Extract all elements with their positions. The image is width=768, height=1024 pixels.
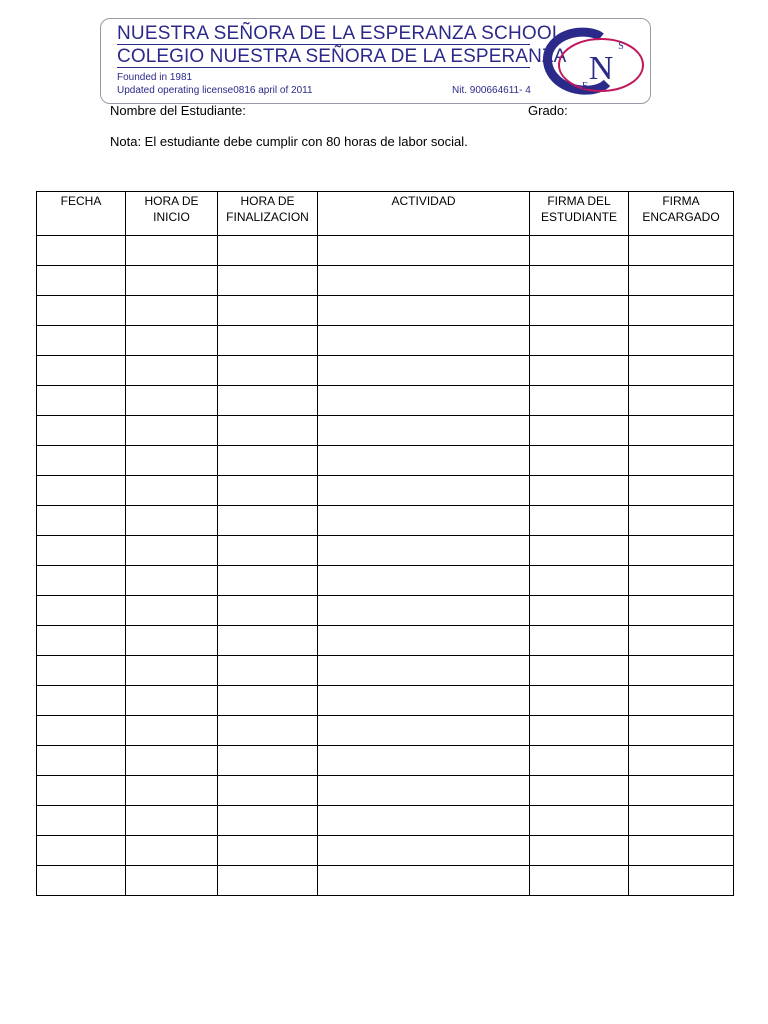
table-row xyxy=(37,536,734,566)
table-cell[interactable] xyxy=(126,866,218,896)
table-cell[interactable] xyxy=(218,686,318,716)
table-row xyxy=(37,476,734,506)
table-row xyxy=(37,656,734,686)
table-cell[interactable] xyxy=(126,296,218,326)
table-cell[interactable] xyxy=(530,746,629,776)
table-cell[interactable] xyxy=(37,596,126,626)
table-cell[interactable] xyxy=(218,416,318,446)
table-cell[interactable] xyxy=(218,746,318,776)
table-cell[interactable] xyxy=(37,386,126,416)
table-row xyxy=(37,866,734,896)
note-text: Nota: El estudiante debe cumplir con 80 horas de labor social. xyxy=(110,134,468,149)
table-cell[interactable] xyxy=(37,266,126,296)
table-cell[interactable] xyxy=(318,866,530,896)
header-firma-encargado: FIRMA ENCARGADO xyxy=(629,192,734,236)
table-cell[interactable] xyxy=(126,566,218,596)
table-cell[interactable] xyxy=(126,596,218,626)
table-cell[interactable] xyxy=(530,716,629,746)
table-header-row xyxy=(37,192,734,236)
table-cell[interactable] xyxy=(126,236,218,266)
table-cell[interactable] xyxy=(37,686,126,716)
table-row xyxy=(37,506,734,536)
table-cell[interactable] xyxy=(629,236,734,266)
table-cell[interactable] xyxy=(318,416,530,446)
table-cell[interactable] xyxy=(318,656,530,686)
table-cell[interactable] xyxy=(318,266,530,296)
table-cell[interactable] xyxy=(218,596,318,626)
school-name-english: NUESTRA SEÑORA DE LA ESPERANZA SCHOOL xyxy=(117,23,563,44)
table-cell[interactable] xyxy=(629,656,734,686)
table-cell[interactable] xyxy=(37,626,126,656)
table-cell[interactable] xyxy=(629,356,734,386)
table-cell[interactable] xyxy=(629,836,734,866)
table-cell[interactable] xyxy=(126,416,218,446)
table-cell[interactable] xyxy=(126,386,218,416)
table-cell[interactable] xyxy=(126,476,218,506)
table-cell[interactable] xyxy=(126,506,218,536)
table-row xyxy=(37,716,734,746)
table-cell[interactable] xyxy=(530,356,629,386)
table-cell[interactable] xyxy=(218,506,318,536)
table-cell[interactable] xyxy=(629,266,734,296)
table-cell[interactable] xyxy=(126,446,218,476)
table-cell[interactable] xyxy=(218,716,318,746)
table-cell[interactable] xyxy=(126,356,218,386)
table-cell[interactable] xyxy=(218,326,318,356)
school-header-banner xyxy=(100,18,651,104)
table-cell[interactable] xyxy=(629,626,734,656)
table-cell[interactable] xyxy=(530,566,629,596)
table-cell[interactable] xyxy=(629,866,734,896)
table-cell[interactable] xyxy=(629,326,734,356)
table-cell[interactable] xyxy=(629,716,734,746)
table-cell[interactable] xyxy=(530,536,629,566)
service-hours-table xyxy=(36,191,734,896)
table-row xyxy=(37,626,734,656)
table-row xyxy=(37,686,734,716)
table-cell[interactable] xyxy=(318,506,530,536)
table-cell[interactable] xyxy=(37,716,126,746)
table-cell[interactable] xyxy=(37,356,126,386)
table-cell[interactable] xyxy=(530,626,629,656)
table-cell[interactable] xyxy=(126,806,218,836)
header-firma-estudiante: FIRMA DEL ESTUDIANTE xyxy=(530,192,629,236)
table-cell[interactable] xyxy=(218,476,318,506)
table-cell[interactable] xyxy=(629,296,734,326)
table-cell[interactable] xyxy=(629,746,734,776)
table-cell[interactable] xyxy=(318,566,530,596)
table-cell[interactable] xyxy=(318,446,530,476)
nit-text: Nit. 900664611- 4 xyxy=(452,85,531,96)
table-cell[interactable] xyxy=(530,386,629,416)
table-cell[interactable] xyxy=(530,446,629,476)
logo-letter-n: N xyxy=(588,50,614,87)
logo-letter-e: E xyxy=(581,81,589,92)
table-cell[interactable] xyxy=(37,836,126,866)
table-cell[interactable] xyxy=(218,236,318,266)
table-cell[interactable] xyxy=(126,326,218,356)
table-cell[interactable] xyxy=(126,776,218,806)
student-name-label: Nombre del Estudiante: xyxy=(110,103,246,118)
table-cell[interactable] xyxy=(318,716,530,746)
header-underline-2 xyxy=(117,67,530,68)
table-cell[interactable] xyxy=(629,806,734,836)
table-cell[interactable] xyxy=(126,266,218,296)
header-underline-1 xyxy=(117,44,530,45)
table-cell[interactable] xyxy=(218,566,318,596)
table-row xyxy=(37,596,734,626)
table-cell[interactable] xyxy=(37,476,126,506)
table-cell[interactable] xyxy=(530,656,629,686)
table-cell[interactable] xyxy=(37,866,126,896)
table-cell[interactable] xyxy=(530,596,629,626)
table-cell[interactable] xyxy=(629,446,734,476)
table-cell[interactable] xyxy=(318,356,530,386)
table-cell[interactable] xyxy=(318,836,530,866)
table-cell[interactable] xyxy=(530,296,629,326)
table-cell[interactable] xyxy=(126,716,218,746)
table-cell[interactable] xyxy=(218,296,318,326)
table-row xyxy=(37,836,734,866)
table-cell[interactable] xyxy=(318,686,530,716)
table-cell[interactable] xyxy=(218,776,318,806)
founded-text: Founded in 1981 xyxy=(117,72,193,83)
table-cell[interactable] xyxy=(218,806,318,836)
table-row xyxy=(37,416,734,446)
table-cell[interactable] xyxy=(37,776,126,806)
table-cell[interactable] xyxy=(318,476,530,506)
table-row xyxy=(37,806,734,836)
table-cell[interactable] xyxy=(37,446,126,476)
table-cell[interactable] xyxy=(629,596,734,626)
table-cell[interactable] xyxy=(530,326,629,356)
table-cell[interactable] xyxy=(629,416,734,446)
table-cell[interactable] xyxy=(37,746,126,776)
table-cell[interactable] xyxy=(530,686,629,716)
table-cell[interactable] xyxy=(530,866,629,896)
table-cell[interactable] xyxy=(37,506,126,536)
table-cell[interactable] xyxy=(218,626,318,656)
table-row xyxy=(37,386,734,416)
table-cell[interactable] xyxy=(318,536,530,566)
table-cell[interactable] xyxy=(126,836,218,866)
grade-label: Grado: xyxy=(528,103,568,118)
table-cell[interactable] xyxy=(318,386,530,416)
table-cell[interactable] xyxy=(629,506,734,536)
table-cell[interactable] xyxy=(37,806,126,836)
table-cell[interactable] xyxy=(318,746,530,776)
table-cell[interactable] xyxy=(218,656,318,686)
table-cell[interactable] xyxy=(37,536,126,566)
logo-letter-s: S xyxy=(618,41,624,52)
table-row xyxy=(37,746,734,776)
table-cell[interactable] xyxy=(629,686,734,716)
table-cell[interactable] xyxy=(318,296,530,326)
table-cell[interactable] xyxy=(37,416,126,446)
table-row xyxy=(37,566,734,596)
table-cell[interactable] xyxy=(629,536,734,566)
header-hora-inicio: HORA DE INICIO xyxy=(126,192,218,236)
table-cell[interactable] xyxy=(530,416,629,446)
table-cell[interactable] xyxy=(37,656,126,686)
table-row xyxy=(37,266,734,296)
table-cell[interactable] xyxy=(318,776,530,806)
table-body xyxy=(37,236,734,896)
school-name-spanish: COLEGIO NUESTRA SEÑORA DE LA ESPERANZA xyxy=(117,46,567,67)
table-cell[interactable] xyxy=(629,476,734,506)
table-cell[interactable] xyxy=(126,746,218,776)
header-hora-finalizacion: HORA DE FINALIZACION xyxy=(218,192,318,236)
table-cell[interactable] xyxy=(318,596,530,626)
table-cell[interactable] xyxy=(530,476,629,506)
table-cell[interactable] xyxy=(218,446,318,476)
table-cell[interactable] xyxy=(126,686,218,716)
table-cell[interactable] xyxy=(218,386,318,416)
school-logo-icon xyxy=(541,27,647,95)
table-cell[interactable] xyxy=(530,506,629,536)
table-row xyxy=(37,236,734,266)
table-cell[interactable] xyxy=(318,326,530,356)
table-row xyxy=(37,296,734,326)
table-cell[interactable] xyxy=(530,236,629,266)
table-row xyxy=(37,446,734,476)
table-cell[interactable] xyxy=(37,326,126,356)
table-cell[interactable] xyxy=(318,236,530,266)
header-fecha: FECHA xyxy=(37,192,126,236)
table-cell[interactable] xyxy=(629,776,734,806)
license-text: Updated operating license0816 april of 2011 xyxy=(117,85,313,96)
table-cell[interactable] xyxy=(126,626,218,656)
table-cell[interactable] xyxy=(218,836,318,866)
table-cell[interactable] xyxy=(530,266,629,296)
header-actividad: ACTIVIDAD xyxy=(318,192,530,236)
table-cell[interactable] xyxy=(530,806,629,836)
table-cell[interactable] xyxy=(629,566,734,596)
table-cell[interactable] xyxy=(318,806,530,836)
table-cell[interactable] xyxy=(218,356,318,386)
table-cell[interactable] xyxy=(37,566,126,596)
table-cell[interactable] xyxy=(37,236,126,266)
table-row xyxy=(37,326,734,356)
table-cell[interactable] xyxy=(629,386,734,416)
table-cell[interactable] xyxy=(530,776,629,806)
table-cell[interactable] xyxy=(218,866,318,896)
table-cell[interactable] xyxy=(318,626,530,656)
table-cell[interactable] xyxy=(218,536,318,566)
table-row xyxy=(37,776,734,806)
table-cell[interactable] xyxy=(37,296,126,326)
table-cell[interactable] xyxy=(126,656,218,686)
table-row xyxy=(37,356,734,386)
table-cell[interactable] xyxy=(126,536,218,566)
table-cell[interactable] xyxy=(530,836,629,866)
table-cell[interactable] xyxy=(218,266,318,296)
